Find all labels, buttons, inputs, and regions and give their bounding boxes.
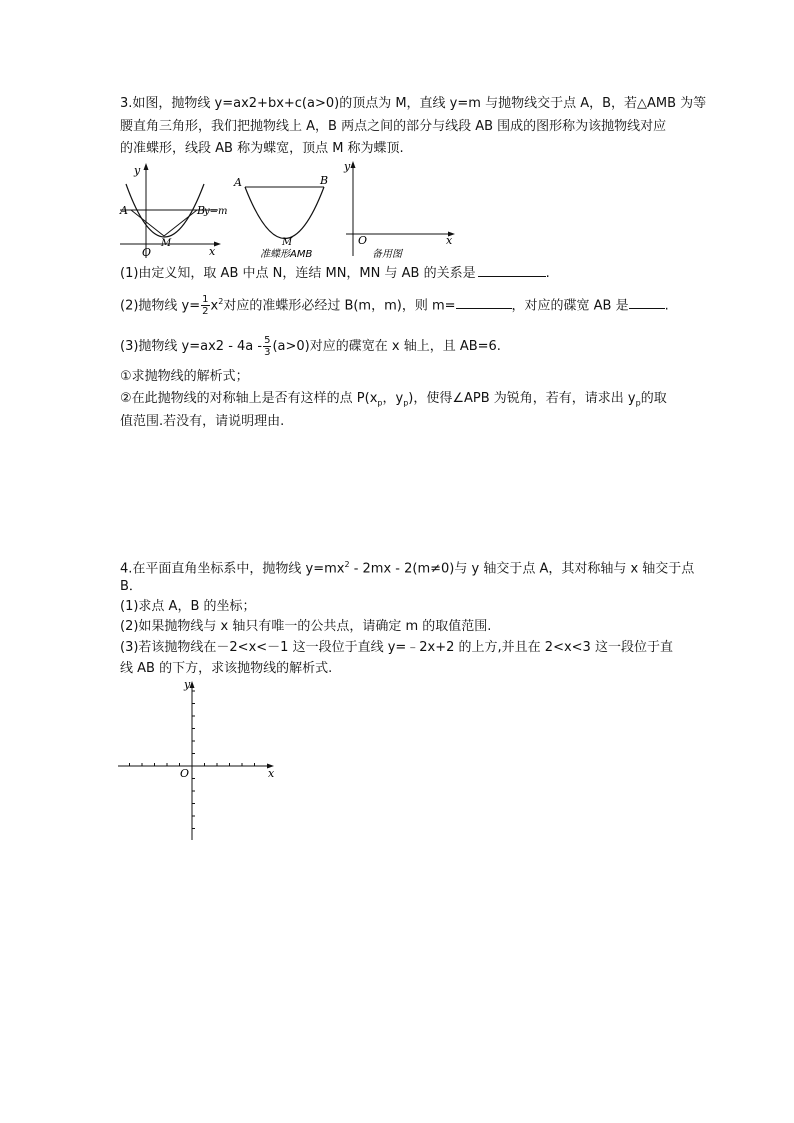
q3-intro-line-1: 3.如图，抛物线 y=ax2+bx+c(a>0)的顶点为 M，直线 y=m 与抛物线交于点 A，B，若△AMB 为等 bbox=[120, 96, 707, 111]
fig1-y-label: y bbox=[134, 164, 141, 177]
q3-part-3-fraction bbox=[263, 335, 271, 358]
q4-x-label: x bbox=[268, 767, 275, 780]
fig2-B-label: B bbox=[320, 174, 329, 187]
fig3-O-label: O bbox=[358, 234, 368, 247]
q4-part-2: (2)如果抛物线与 x 轴只有唯一的公共点，请确定 m 的取值范围. bbox=[120, 619, 492, 634]
q3-part-2-ab-blank[interactable] bbox=[629, 294, 665, 309]
q3-part-1-text: (1)由定义知，取 AB 中点 N，连结 MN，MN 与 AB 的关系是 bbox=[120, 266, 476, 281]
q3-part-2-x: x bbox=[210, 298, 219, 314]
fig3-caption: 备用图 bbox=[372, 249, 402, 260]
q4-part-1: (1)求点 A，B 的坐标； bbox=[120, 599, 256, 614]
q4-line-1-a: 4.在平面直角坐标系中，抛物线 y=mx bbox=[120, 561, 345, 577]
q3-part-3-b: (a>0)对应的碟宽在 x 轴上，且 AB=6. bbox=[272, 339, 501, 354]
sub-p: p bbox=[377, 398, 383, 408]
frac-den: 2 bbox=[202, 306, 209, 318]
q3-part-2-end: . bbox=[664, 298, 669, 314]
sub-p: p bbox=[403, 398, 409, 408]
frac-num: 1 bbox=[202, 294, 209, 306]
q3-figure-butterfly bbox=[230, 170, 338, 260]
q3-part-1-answer-blank[interactable] bbox=[478, 262, 546, 277]
fig3-y-label: y bbox=[344, 160, 351, 173]
q3-intro-line-2: 腰直角三角形，我们把抛物线上 A，B 两点之间的部分与线段 AB 围成的图形称为该抛物线对应 bbox=[120, 119, 667, 134]
q3-part-2-c: 对应的准蝶形必经过 B(m，m)，则 m= bbox=[223, 298, 456, 314]
q3-part-2-sup: 2 bbox=[218, 297, 224, 306]
q3-sub-2-c: )，使得∠APB 为锐角，若有，请求出 y bbox=[408, 391, 636, 406]
q3-part-3 bbox=[120, 335, 501, 358]
fig2-M-label: M bbox=[282, 237, 293, 248]
q3-part-2-d: ，对应的碟宽 AB 是 bbox=[511, 298, 629, 314]
frac-den: 3 bbox=[264, 347, 271, 358]
q4-line-1-sup: 2 bbox=[344, 560, 350, 569]
q3-sub-2 bbox=[120, 389, 667, 414]
sub-p: p bbox=[635, 398, 641, 408]
fig2-A-label: A bbox=[234, 176, 242, 189]
fig1-O-label: O bbox=[142, 246, 152, 259]
q3-sub-2-d: 的取 bbox=[640, 391, 667, 406]
fig3-x-label: x bbox=[446, 234, 453, 247]
q3-part-2-m-blank[interactable] bbox=[456, 294, 512, 309]
fig1-B-label: B bbox=[197, 204, 206, 217]
q4-part-3-cont: 线 AB 的下方，求该抛物线的解析式. bbox=[120, 661, 333, 676]
q3-part-2-fraction bbox=[201, 294, 209, 317]
q4-line-2: B． bbox=[120, 579, 142, 594]
q3-sub-2-cont: 值范围.若没有，请说明理由. bbox=[120, 414, 285, 429]
q3-sub-1: ①求抛物线的解析式； bbox=[120, 369, 249, 384]
frac-num: 5 bbox=[264, 335, 271, 346]
q3-intro-line-3: 的准蝶形，线段 AB 称为蝶宽，顶点 M 称为蝶顶. bbox=[120, 141, 404, 156]
q3-part-1 bbox=[120, 262, 550, 284]
q3-figure-spare bbox=[340, 158, 460, 260]
fig2-caption: 准蝶形AMB bbox=[260, 249, 313, 260]
fig1-M-label: M bbox=[161, 238, 172, 249]
q3-figure-parabola bbox=[118, 160, 228, 262]
q4-coordinate-grid bbox=[118, 675, 283, 843]
q3-sub-2-a: ②在此抛物线的对称轴上是否有这样的点 P(x bbox=[120, 391, 378, 406]
q3-sub-2-b: ，y bbox=[382, 391, 404, 406]
fig1-A-label: A bbox=[120, 204, 128, 217]
q3-part-3-a: (3)抛物线 y=ax2 - 4a - bbox=[120, 339, 263, 354]
q4-y-label: y bbox=[184, 678, 191, 691]
q4-line-1-b: - 2mx - 2(m≠0)与 y 轴交于点 A，其对称轴与 x 轴交于点 bbox=[349, 561, 695, 577]
q4-line-1 bbox=[120, 555, 694, 579]
q3-part-2 bbox=[120, 292, 669, 317]
q4-part-3: (3)若该抛物线在－2<x<－1 这一段位于直线 y=﹣2x+2 的上方,并且在 2<x<3 这一段位于直 bbox=[120, 640, 673, 655]
q3-part-2-a: (2)抛物线 y= bbox=[120, 298, 201, 314]
q3-part-1-end: . bbox=[545, 266, 550, 281]
q4-O-label: O bbox=[180, 767, 190, 780]
fig1-x-label: x bbox=[209, 245, 216, 258]
fig1-ym-label: y=m bbox=[204, 206, 228, 217]
